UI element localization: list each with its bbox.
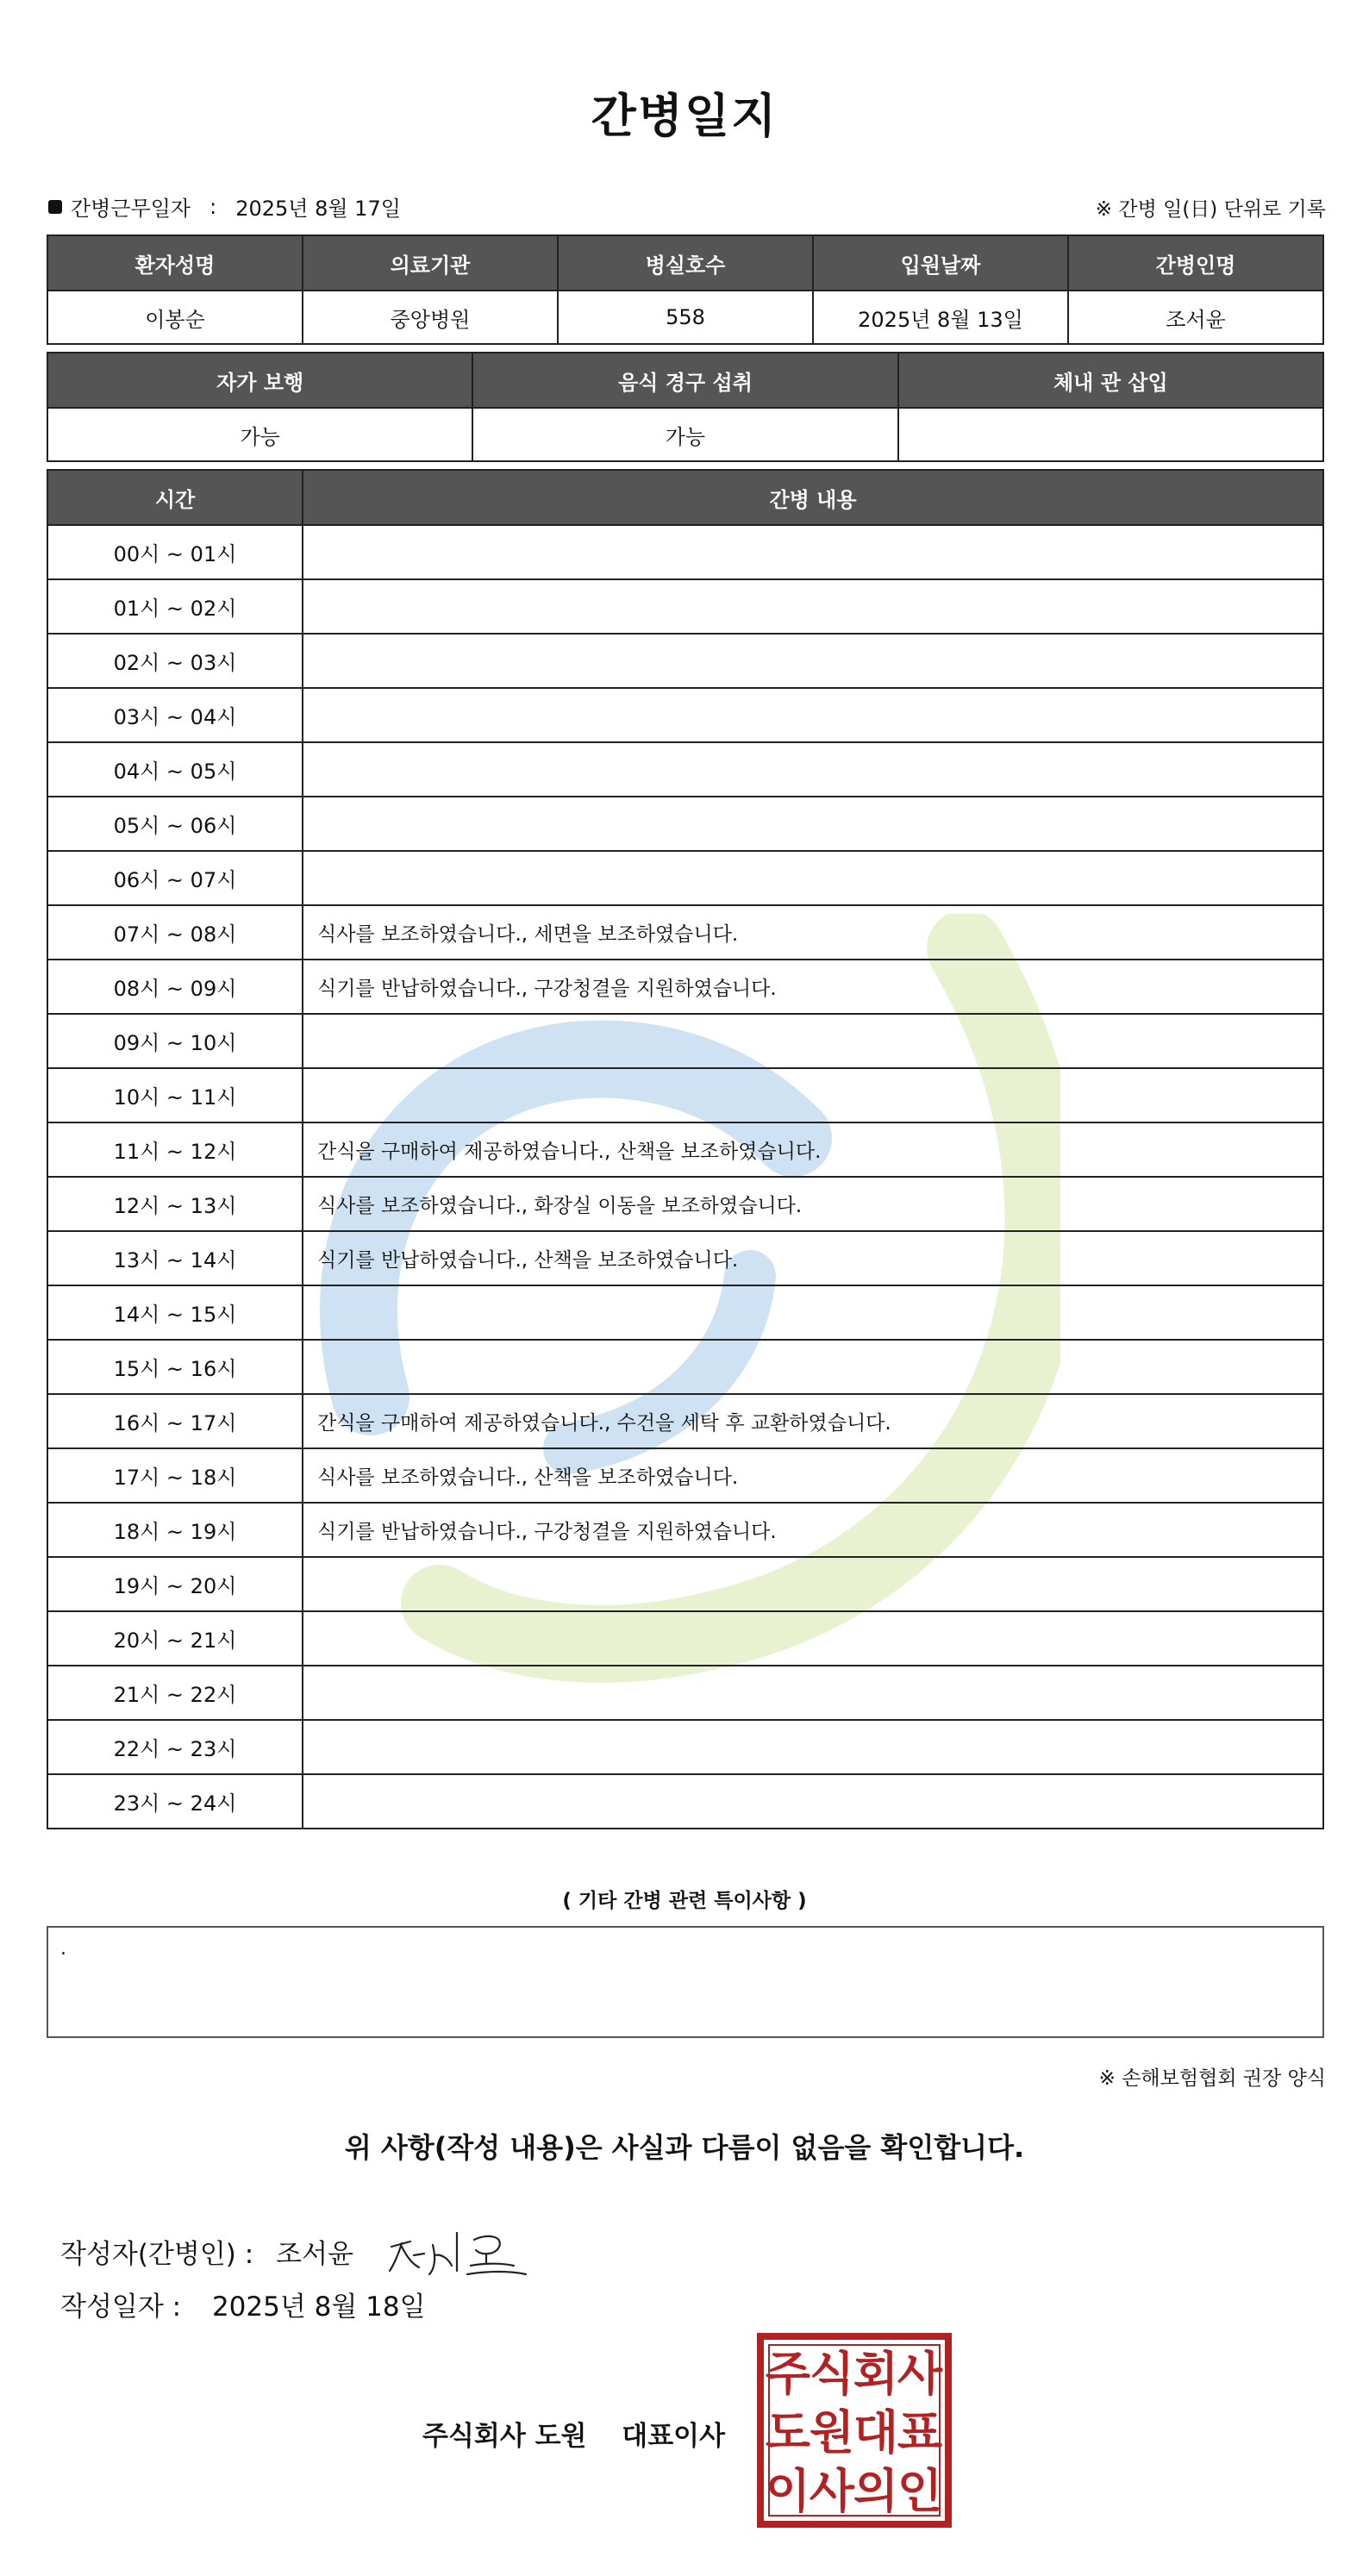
special-notes-title: ( 기타 간병 관련 특이사항 )	[562, 1890, 807, 1912]
log-content-cell	[303, 1557, 1323, 1611]
log-row	[47, 1285, 1323, 1340]
log-content-cell	[303, 579, 1323, 634]
log-content-cell	[303, 1014, 1323, 1068]
log-time-cell: 16시 ~ 17시	[47, 1394, 303, 1448]
log-row	[47, 851, 1323, 905]
written-date-label: 작성일자 :	[60, 2292, 182, 2323]
work-date-value: 2025년 8월 17일	[235, 197, 401, 221]
log-content-cell: 식기를 반납하였습니다., 구강청결을 지원하였습니다.	[303, 1503, 1323, 1557]
log-content-cell	[303, 742, 1323, 797]
caregiver-name: 조서윤	[1068, 291, 1323, 344]
log-time-cell: 05시 ~ 06시	[47, 797, 303, 851]
log-time-cell: 04시 ~ 05시	[47, 742, 303, 797]
representative-title: 대표이사	[622, 2421, 726, 2452]
writer-line	[60, 2221, 531, 2281]
seal-character: 회	[853, 2347, 899, 2401]
seal-character: 인	[897, 2464, 943, 2518]
company-name: 주식회사 도원	[422, 2421, 587, 2452]
log-time-cell: 11시 ~ 12시	[47, 1122, 303, 1177]
log-time-cell: 21시 ~ 22시	[47, 1666, 303, 1720]
log-content-cell	[303, 1340, 1323, 1394]
seal-character: 의	[853, 2464, 899, 2518]
header-patient-name: 환자성명	[47, 235, 303, 291]
log-row	[47, 579, 1323, 634]
log-content-cell	[303, 688, 1323, 742]
log-time-cell: 19시 ~ 20시	[47, 1557, 303, 1611]
log-content-cell	[303, 1720, 1323, 1774]
header-room-number: 병실호수	[558, 235, 813, 291]
log-row	[47, 905, 1323, 960]
log-content-cell: 식사를 보조하였습니다., 화장실 이동을 보조하였습니다.	[303, 1177, 1323, 1231]
seal-character: 이	[765, 2464, 811, 2518]
log-row	[47, 688, 1323, 742]
log-content-cell	[303, 1774, 1323, 1829]
seal-character: 사	[897, 2347, 943, 2401]
writer-name: 조서윤	[276, 2238, 354, 2270]
log-row	[47, 1122, 1323, 1177]
page-title: 간병일지	[591, 89, 778, 143]
log-row	[47, 1666, 1323, 1720]
company-seal-icon	[757, 2333, 952, 2528]
log-time-cell: 06시 ~ 07시	[47, 851, 303, 905]
log-row	[47, 960, 1323, 1014]
log-time-cell: 12시 ~ 13시	[47, 1177, 303, 1231]
header-care-content: 간병 내용	[303, 470, 1323, 525]
log-row	[47, 1231, 1323, 1285]
log-row	[47, 1177, 1323, 1231]
care-log-table	[47, 469, 1324, 1829]
log-time-cell: 08시 ~ 09시	[47, 960, 303, 1014]
self-walking-value: 가능	[47, 408, 472, 461]
log-content-cell: 식사를 보조하였습니다., 산책을 보조하였습니다.	[303, 1448, 1323, 1503]
log-row	[47, 1720, 1323, 1774]
written-date-line	[60, 2285, 426, 2323]
header-self-walking: 자가 보행	[47, 353, 472, 408]
seal-character: 도	[765, 2405, 811, 2460]
writer-label: 작성자(간병인) :	[60, 2238, 254, 2270]
work-date-label: 간병근무일자	[71, 197, 191, 221]
written-date-value: 2025년 8월 18일	[211, 2292, 426, 2323]
patient-status-table	[47, 352, 1324, 462]
record-note: ※ 간병 일(日) 단위로 기록	[1095, 198, 1326, 221]
work-date-separator: :	[209, 194, 217, 219]
log-time-cell: 20시 ~ 21시	[47, 1611, 303, 1666]
log-time-cell: 22시 ~ 23시	[47, 1720, 303, 1774]
log-content-cell	[303, 634, 1323, 688]
log-content-cell	[303, 851, 1323, 905]
log-row	[47, 1557, 1323, 1611]
log-time-cell: 02시 ~ 03시	[47, 634, 303, 688]
log-content-cell	[303, 525, 1323, 579]
log-time-cell: 07시 ~ 08시	[47, 905, 303, 960]
log-content-cell: 간식을 구매하여 제공하였습니다., 산책을 보조하였습니다.	[303, 1122, 1323, 1177]
log-content-cell: 식기를 반납하였습니다., 구강청결을 지원하였습니다.	[303, 960, 1323, 1014]
log-time-cell: 15시 ~ 16시	[47, 1340, 303, 1394]
hospital-name: 중앙병원	[303, 291, 558, 344]
work-date-line	[48, 191, 401, 222]
company-line	[422, 2414, 725, 2453]
room-number: 558	[558, 291, 813, 344]
log-content-cell	[303, 797, 1323, 851]
log-content-cell	[303, 1666, 1323, 1720]
log-time-cell: 03시 ~ 04시	[47, 688, 303, 742]
log-row	[47, 1503, 1323, 1557]
seal-character: 주	[765, 2347, 811, 2401]
header-tube-insertion: 체내 관 삽입	[898, 353, 1323, 408]
log-row	[47, 1611, 1323, 1666]
log-row	[47, 797, 1323, 851]
header-oral-intake: 음식 경구 섭취	[472, 353, 897, 408]
log-row	[47, 634, 1323, 688]
seal-character: 대	[853, 2405, 899, 2460]
log-content-cell: 식기를 반납하였습니다., 산책을 보조하였습니다.	[303, 1231, 1323, 1285]
log-time-cell: 14시 ~ 15시	[47, 1285, 303, 1340]
log-row	[47, 1068, 1323, 1122]
special-notes-content: .	[60, 1938, 66, 1960]
log-row	[47, 1448, 1323, 1503]
patient-info-table	[47, 234, 1324, 345]
log-time-cell: 10시 ~ 11시	[47, 1068, 303, 1122]
admission-date: 2025년 8월 13일	[813, 291, 1068, 344]
log-time-cell: 18시 ~ 19시	[47, 1503, 303, 1557]
special-notes-box	[47, 1926, 1324, 2038]
oral-intake-value: 가능	[472, 408, 897, 461]
log-time-cell: 00시 ~ 01시	[47, 525, 303, 579]
header-time: 시간	[47, 470, 303, 525]
log-time-cell: 17시 ~ 18시	[47, 1448, 303, 1503]
log-content-cell	[303, 1285, 1323, 1340]
log-content-cell: 식사를 보조하였습니다., 세면을 보조하였습니다.	[303, 905, 1323, 960]
log-time-cell: 01시 ~ 02시	[47, 579, 303, 634]
seal-character: 식	[809, 2347, 855, 2401]
log-row	[47, 1014, 1323, 1068]
seal-character: 표	[897, 2405, 943, 2460]
header-caregiver-name: 간병인명	[1068, 235, 1323, 291]
log-row	[47, 525, 1323, 579]
seal-character: 원	[809, 2405, 855, 2460]
square-bullet-icon	[48, 200, 62, 214]
care-log-body	[47, 525, 1323, 1829]
confirmation-statement: 위 사항(작성 내용)은 사실과 다름이 없음을 확인합니다.	[344, 2131, 1025, 2164]
log-row	[47, 1340, 1323, 1394]
log-time-cell: 13시 ~ 14시	[47, 1231, 303, 1285]
log-row	[47, 1394, 1323, 1448]
log-content-cell	[303, 1068, 1323, 1122]
tube-insertion-value	[898, 408, 1323, 461]
signature-icon	[384, 2221, 531, 2281]
log-content-cell: 간식을 구매하여 제공하였습니다., 수건을 세탁 후 교환하였습니다.	[303, 1394, 1323, 1448]
log-time-cell: 23시 ~ 24시	[47, 1774, 303, 1829]
log-row	[47, 742, 1323, 797]
recommend-note: ※ 손해보험협회 권장 양식	[1098, 2067, 1326, 2090]
log-time-cell: 09시 ~ 10시	[47, 1014, 303, 1068]
header-admission-date: 입원날짜	[813, 235, 1068, 291]
log-row	[47, 1774, 1323, 1829]
seal-character: 사	[809, 2464, 855, 2518]
header-hospital: 의료기관	[303, 235, 558, 291]
log-content-cell	[303, 1611, 1323, 1666]
patient-name: 이봉순	[47, 291, 303, 344]
